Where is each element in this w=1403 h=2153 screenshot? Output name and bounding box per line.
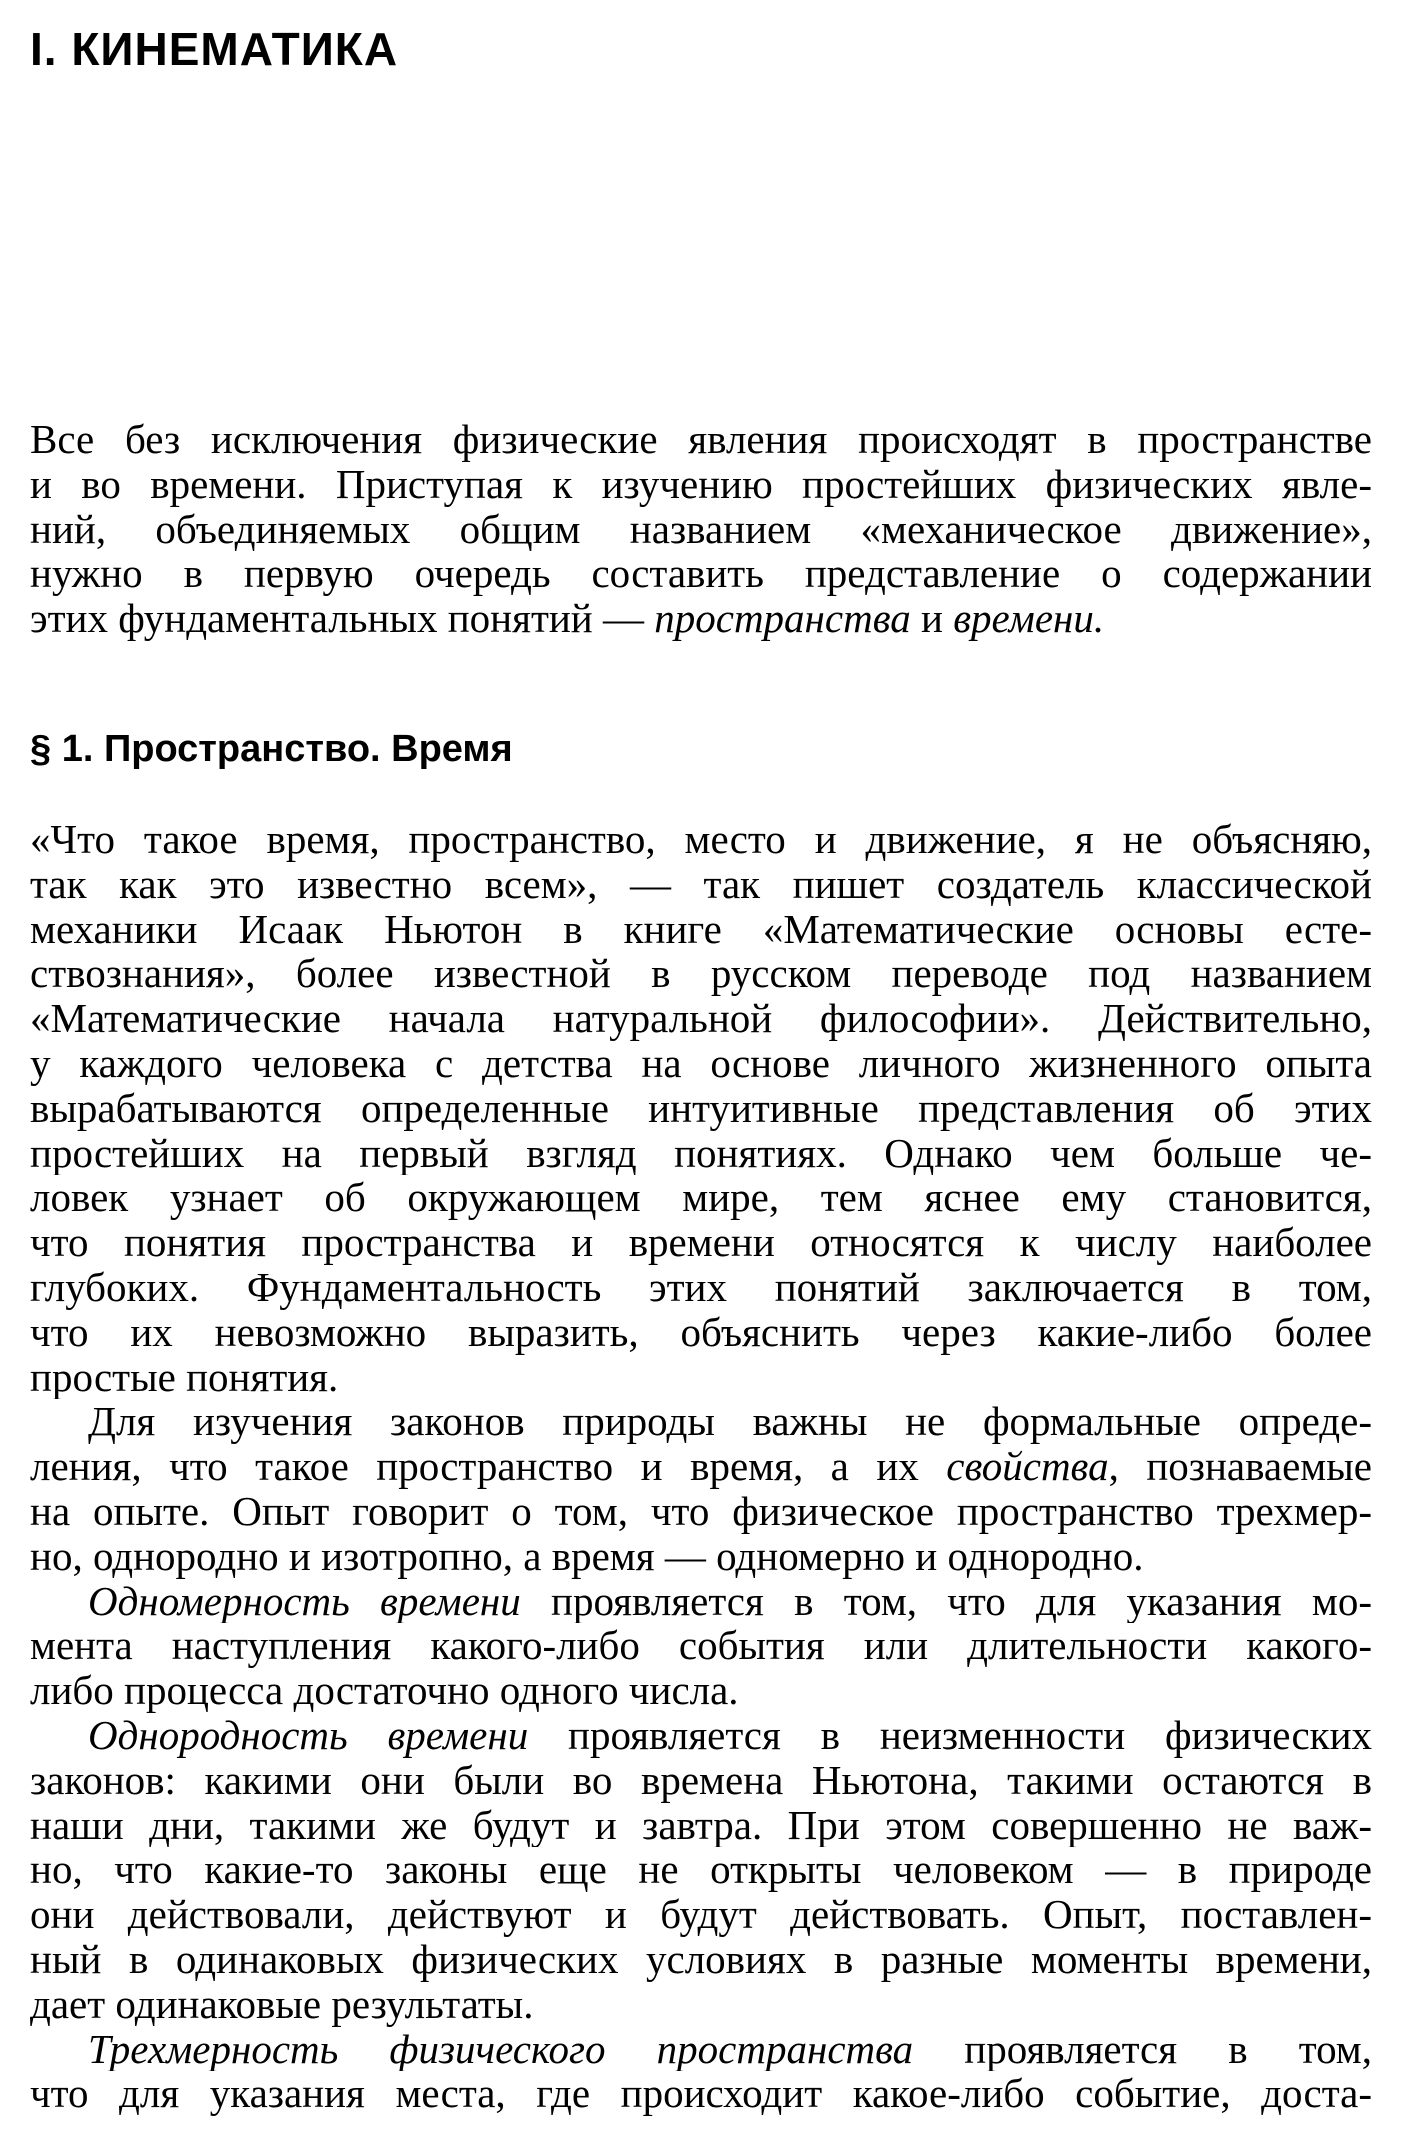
paragraph [30, 1579, 1372, 1713]
text-run: простейших на первый взгляд понятиях. Однако чем больше че- [30, 1130, 1372, 1176]
paragraph [30, 1713, 1372, 2027]
text-line [30, 551, 1372, 596]
text-run: мента наступления какого-либо события или длительности какого- [30, 1623, 1372, 1669]
text-line [30, 1489, 1372, 1534]
text-run: этих фундаментальных понятий — [30, 596, 655, 641]
text-run: ний, объединяемых общим названием «механическое движение», [30, 506, 1372, 552]
text-line [30, 417, 1372, 462]
text-line [30, 1355, 1372, 1400]
text-line [30, 1131, 1372, 1176]
text-run: проявляется в том, что для указания мо- [520, 1578, 1372, 1624]
text-line [30, 1444, 1372, 1489]
italic-term: Одномерность времени [88, 1578, 521, 1624]
text-run: механики Исаак Ньютон в книге «Математические основы есте- [30, 906, 1372, 952]
text-run: «Что такое время, пространство, место и движение, я не объясняю, [30, 817, 1372, 862]
text-line [30, 2027, 1372, 2072]
text-run: что их невозможно выразить, объяснить через какие-либо более [30, 1309, 1372, 1355]
text-run: законов: какими они были во времена Ньютона, такими остаются в [30, 1757, 1372, 1803]
text-line [30, 1847, 1372, 1892]
text-line [30, 1982, 1372, 2027]
text-run: ления, что такое пространство и время, а их [30, 1444, 947, 1489]
text-line [30, 1579, 1372, 1624]
text-run: но, однородно и изотропно, а время — одномерно и однородно. [30, 1533, 1144, 1579]
paragraph [30, 817, 1372, 1399]
text-run: Все без исключения физические явления происходят в пространстве [30, 417, 1372, 462]
text-line [30, 1175, 1372, 1220]
text-run: наши дни, такими же будут и завтра. При этом совершенно не важ- [30, 1802, 1372, 1848]
text-line [30, 2071, 1372, 2116]
text-line [30, 596, 1372, 641]
text-run: ный в одинаковых физических условиях в разные моменты времени, [30, 1936, 1372, 1982]
text-run: «Математические начала натуральной философии». Действительно, [30, 996, 1372, 1041]
text-run: проявляется в том, [913, 2026, 1372, 2072]
text-line [30, 462, 1372, 507]
text-run: что понятия пространства и времени относятся к числу наиболее [30, 1220, 1372, 1265]
text-run: , познаваемые [1108, 1444, 1372, 1489]
text-line [30, 817, 1372, 862]
paragraph [30, 2027, 1372, 2117]
italic-term: свойства [946, 1444, 1109, 1489]
text-run: но, что какие-то законы еще не открыты человеком — в природе [30, 1847, 1372, 1893]
text-run: нужно в первую очередь составить представление о содержании [30, 551, 1372, 597]
text-run: вырабатываются определенные интуитивные представления об этих [30, 1085, 1372, 1131]
text-run: и во времени. Приступая к изучению простейших физических явле- [30, 461, 1372, 507]
text-line [30, 1803, 1372, 1848]
text-run: простые понятия. [30, 1354, 339, 1400]
text-run: так как это известно всем», — так пишет создатель классической [30, 861, 1372, 907]
italic-term: времени. [953, 596, 1105, 641]
text-run: на опыте. Опыт говорит о том, что физическое пространство трехмер- [30, 1488, 1372, 1534]
text-line [30, 1623, 1372, 1668]
text-run: они действовали, действуют и будут действовать. Опыт, поставлен- [30, 1892, 1372, 1937]
text-line [30, 1758, 1372, 1803]
text-line [30, 1534, 1372, 1579]
text-line [30, 862, 1372, 907]
text-run: у каждого человека с детства на основе личного жизненного опыта [30, 1040, 1372, 1086]
text-line [30, 1220, 1372, 1265]
section-body [30, 817, 1372, 2116]
text-line [30, 1892, 1372, 1937]
text-line [30, 1265, 1372, 1310]
italic-term: Трехмерность физического пространства [88, 2026, 914, 2072]
text-line [30, 1086, 1372, 1131]
text-run: либо процесса достаточно одного числа. [30, 1668, 739, 1713]
text-run: ловек узнает об окружающем мире, тем яснее ему становится, [30, 1175, 1372, 1221]
paragraph [30, 1399, 1372, 1578]
text-run: ствознания», более известной в русском переводе под названием [30, 951, 1372, 997]
italic-term: Однородность времени [88, 1712, 529, 1758]
text-line [30, 907, 1372, 952]
text-line [30, 507, 1372, 552]
text-run: и [910, 596, 954, 641]
chapter-title: I. КИНЕМАТИКА [30, 23, 399, 75]
text-run: дает одинаковые результаты. [30, 1981, 534, 2027]
text-run: глубоких. Фундаментальность этих понятий заключается в том, [30, 1264, 1372, 1310]
intro-paragraph [30, 417, 1372, 641]
text-line [30, 1937, 1372, 1982]
text-run: Для изучения законов природы важны не формальные опреде- [88, 1399, 1372, 1445]
text-line [30, 996, 1372, 1041]
text-run: проявляется в неизменности физических [528, 1712, 1372, 1758]
text-line [30, 951, 1372, 996]
section-heading: § 1. Пространство. Время [30, 728, 513, 770]
text-line [30, 1668, 1372, 1713]
text-line [30, 1713, 1372, 1758]
text-line [30, 1041, 1372, 1086]
text-run: что для указания места, где происходит какое-либо событие, доста- [30, 2071, 1372, 2117]
italic-term: пространства [654, 596, 911, 641]
text-line [30, 1399, 1372, 1444]
text-line [30, 1310, 1372, 1355]
